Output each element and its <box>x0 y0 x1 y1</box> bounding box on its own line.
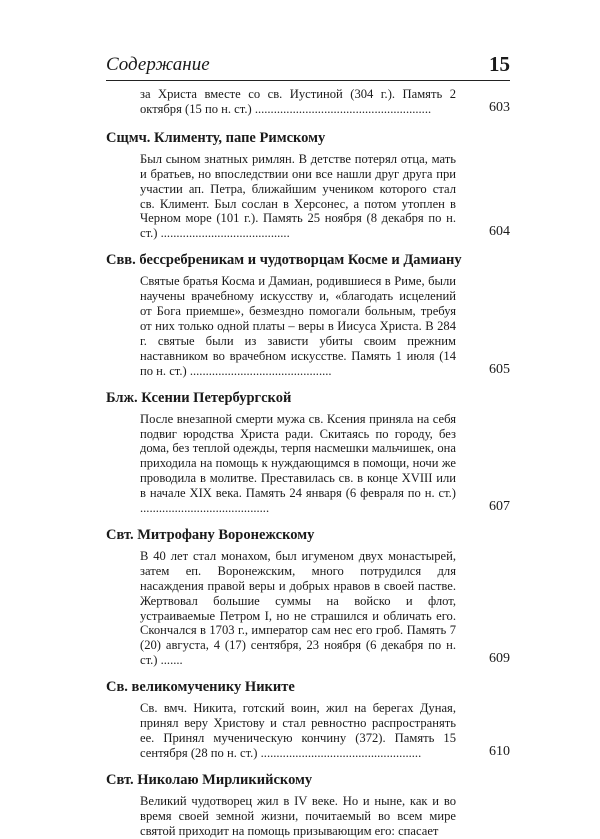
entry-description: Святые братья Косма и Дамиан, родившиеся в Риме, были научены врачебному искусству и, «благодать исцелений от Бога приемше», безмездно помогали больным, требуя от них только одной платы – веры в Иисуса Христа. В 284 г. святые были из зависти убиты своим прежним наставником во врачебном искусстве. Память 1 июля (14 по н. ст.) ............................................. <box>140 274 456 378</box>
entry-page-ref: 603 <box>489 99 510 115</box>
entry-kosma-damian <box>106 250 510 378</box>
entry-mitrofan <box>106 525 510 668</box>
page-header <box>106 46 510 81</box>
entry-page-ref: 607 <box>489 498 510 514</box>
entry-kseniya <box>106 388 510 516</box>
entry-page-ref: 609 <box>489 651 510 667</box>
entry-heading: Св. великомученику Никите <box>106 679 295 696</box>
entry-heading: Свт. Николаю Мирликийскому <box>106 771 313 788</box>
entry-description: Был сыном знатных римлян. В детстве потерял отца, мать и братьев, но впоследствии они все нашли друг друга при участии ап. Петра, ближайшим учеником которого стал св. Климент. Был сослан в Херсонес, а потом утоплен в Черном море (101 г.). Память 25 ноября (8 декабря по н. ст.) ......................................... <box>140 151 456 241</box>
entry-kliment <box>106 128 510 241</box>
entry-page-ref: 604 <box>489 224 510 240</box>
entry-nikita <box>106 677 510 761</box>
running-title: Содержание <box>106 54 210 75</box>
entry-heading: Блж. Ксении Петербургской <box>106 389 292 406</box>
entry-page-ref: 605 <box>489 361 510 377</box>
page-number: 15 <box>489 52 510 76</box>
entry-heading: Сщмч. Клименту, папе Римскому <box>106 129 326 146</box>
entry-description: Великий чудотворец жил в IV веке. Но и ныне, как и во время своей земной жизни, почитаемый во всем мире святой приходит на помощь призывающим его: спасает <box>140 793 456 838</box>
entry-description: за Христа вместе со св. Иустиной (304 г.). Память 2 октября (15 по н. ст.) ........................................................ <box>140 87 456 116</box>
entry-description: После внезапной смерти мужа св. Ксения приняла на себя подвиг юродства Христа ради. Скитаясь по городу, без дома, без теплой одежды, терпя насмешки мальчишек, она приходила на помощь к нуждающимся в помощи, ночи же проводила в молитве. Преставилась св. в конце XVIII или в начале XIX века. Память 24 января (6 февраля по н. ст.) ......................................... <box>140 411 456 516</box>
contents-page <box>106 46 510 839</box>
entry-page-ref: 610 <box>489 743 510 759</box>
entry-heading: Свт. Митрофану Воронежскому <box>106 526 315 543</box>
continuation-entry <box>106 87 510 117</box>
entry-nikolai <box>106 770 510 839</box>
entry-heading: Свв. бессребреникам и чудотворцам Косме и Дамиану <box>106 252 462 269</box>
entry-description: Св. вмч. Никита, готский воин, жил на берегах Дуная, принял веру Христову и стал ревностно распространять ее. Принял мученическую кончину (372). Память 15 сентября (28 по н. ст.) ................................................... <box>140 701 456 760</box>
entry-description: В 40 лет стал монахом, был игуменом двух монастырей, затем еп. Воронежским, много потрудился для насаждения правой веры и добрых нравов в своей пастве. Жертвовал большие суммы на войско и флот, устраиваемые Петром I, но не страшился и обличать его. Скончался в 1703 г., император сам нес его гроб. Память 7 (20) августа, 4 (17) сентября, 23 ноября (6 декабря по н. ст.) ....... <box>140 548 456 668</box>
